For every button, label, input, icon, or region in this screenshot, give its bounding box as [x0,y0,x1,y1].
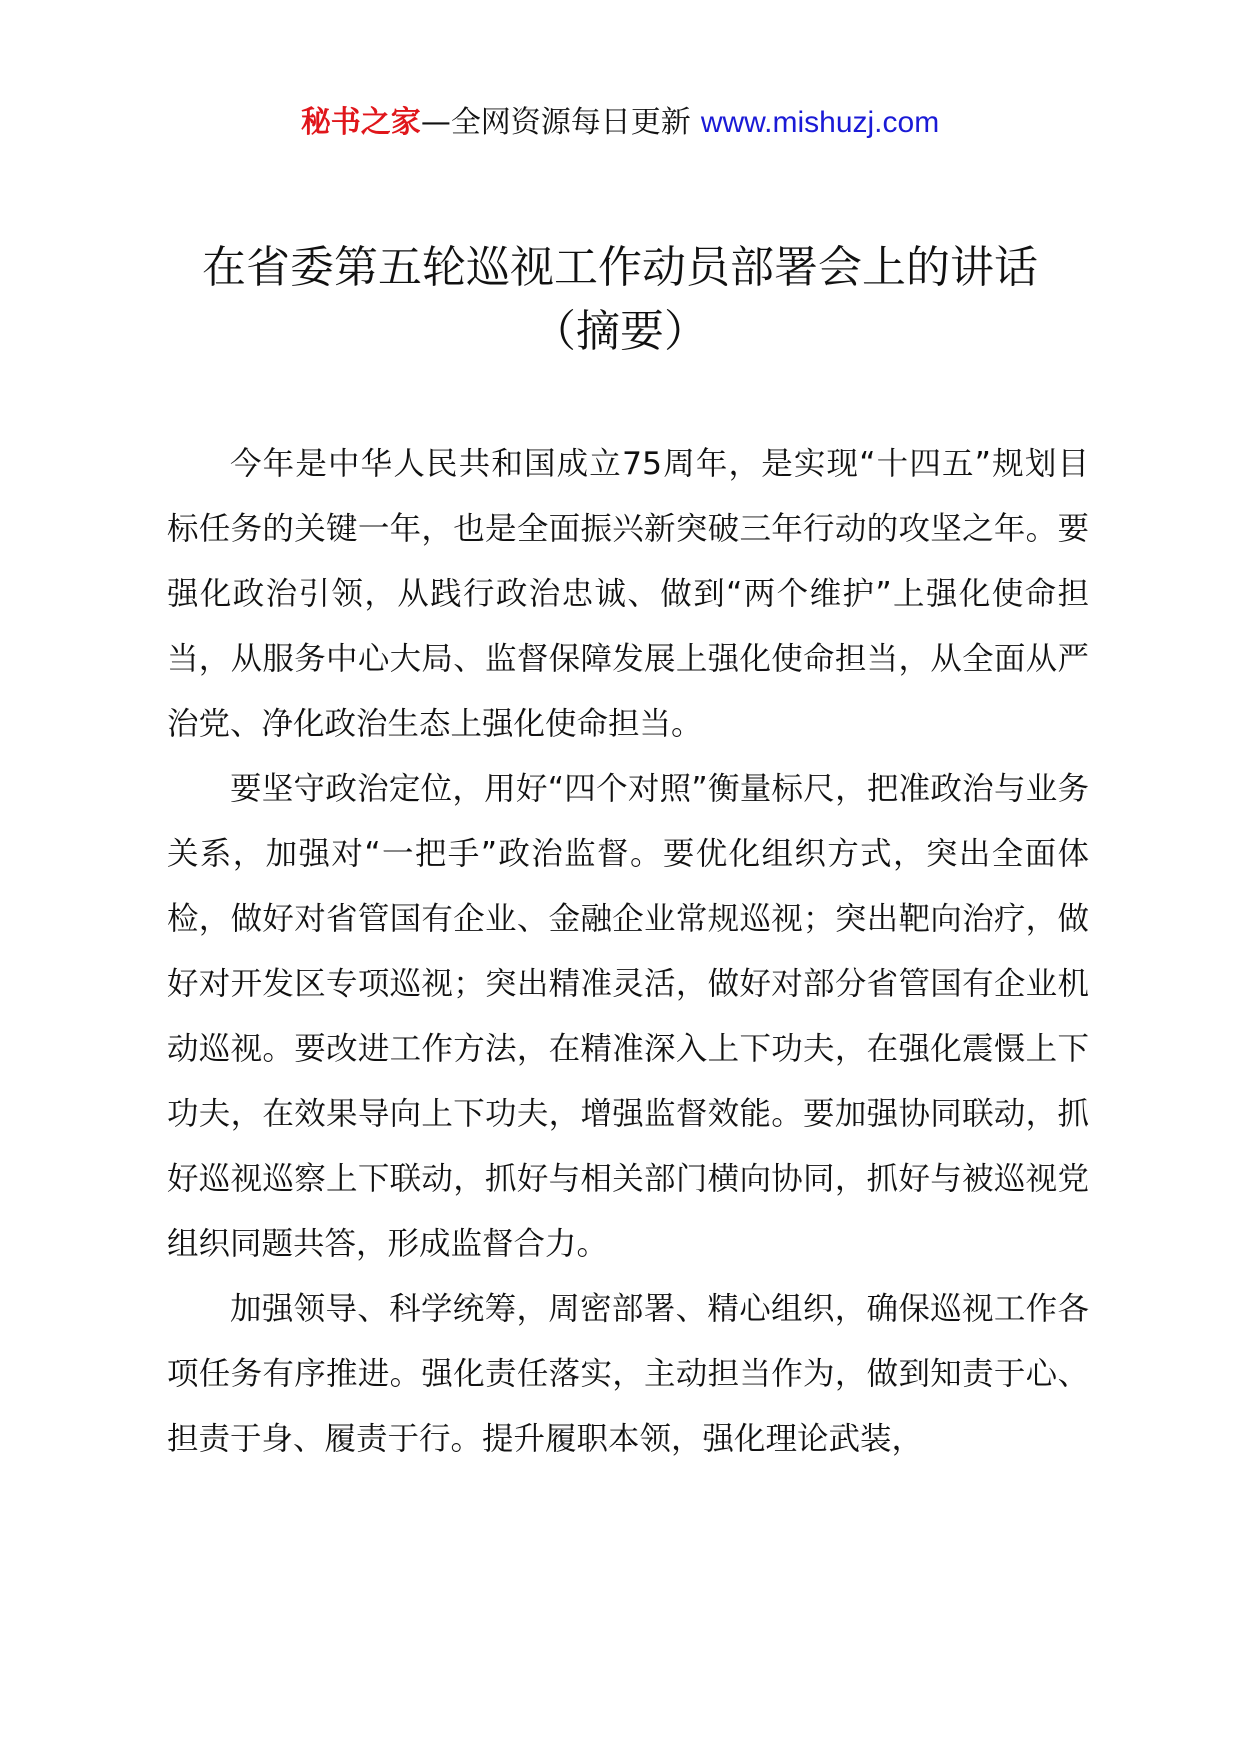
site-tagline: —全网资源每日更新 [420,105,691,140]
paragraph-3: 加强领导、科学统筹，周密部署、精心组织，确保巡视工作各项任务有序推进。强化责任落实，主动担当作为，做到知责于心、担责于身、履责于行。提升履职本领，强化理论武装， [167,1291,1089,1457]
paragraph-2: 要坚守政治定位，用好“四个对照”衡量标尺，把准政治与业务关系，加强对“一把手”政治监督。要优化组织方式，突出全面体检，做好对省管国有企业、金融企业常规巡视；突出靶向治疗，做好对开发区专项巡视；突出精准灵活，做好对部分省管国有企业机动巡视。要改进工作方法，在精准深入上下功夫，在强化震慑上下功夫，在效果导向上下功夫，增强监督效能。要加强协同联动，抓好巡视巡察上下联动，抓好与相关部门横向协同，抓好与被巡视党组织同题共答，形成监督合力。 [167,771,1089,1262]
site-url-link[interactable]: www.mishuzj.com [700,106,940,139]
site-brand: 秘书之家 [300,105,421,140]
paragraph-1: 今年是中华人民共和国成立75周年，是实现“十四五”规划目标任务的关键一年，也是全面振兴新突破三年行动的攻坚之年。要强化政治引领，从践行政治忠诚、做到“两个维护”上强化使命担当，从服务中心大局、监督保障发展上强化使命担当，从全面从严治党、净化政治生态上强化使命担当。 [167,446,1089,742]
site-banner [0,100,1240,146]
document-title [0,236,1240,364]
document-body [167,432,1089,1472]
title-line-subtitle: （摘要） [532,306,708,357]
title-line-main: 在省委第五轮巡视工作动员部署会上的讲话 [202,242,1038,293]
